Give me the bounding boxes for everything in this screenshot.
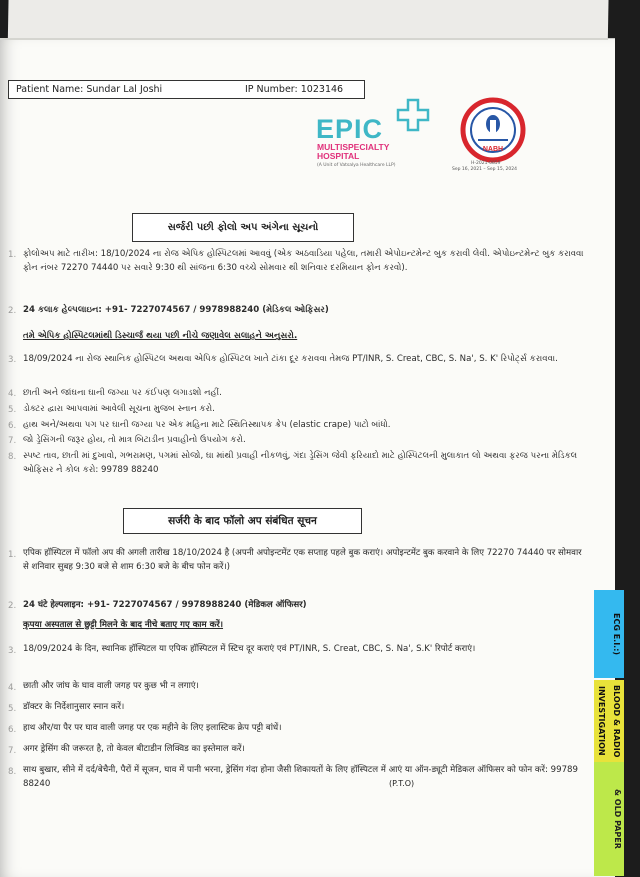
file-tab-ecg: ECG E.I.:): [594, 590, 624, 678]
gujarati-item-6: હાથ અને/અથવા પગ પર ઘાની જગ્યા પર એક મહિના માટે સ્થિતિસ્થાપક ક્રેપ (elastic crape) પાટો બાંધો.: [23, 420, 391, 430]
nabh-label: NABH: [482, 146, 504, 153]
logo-line1: MULTISPECIALTY: [317, 142, 390, 152]
list-number: 7.: [8, 746, 17, 756]
page-edge: [0, 38, 608, 40]
gujarati-item-7: જો ડ્રેસિંગની જરૂર હોય, તો માત્ર બિટાડીન પ્રવાહીનો ઉપયોગ કરો.: [23, 435, 246, 445]
hindi-item-1: एपिक हॉस्पिटल में फॉलो अप की अगली तारीख 18/10/2024 है (अपनी अपोइन्टमेंट एक सप्ताह पहले बुक कराएं। अपोइन्टमेंट बुक करवाने के लिए 72270 74440 पर सोमवार से शनिवार सुबह 9:30 बजे से शाम 6:30 बजे के बीच फोन करें।): [23, 548, 582, 572]
gujarati-item-1: ફોલોઅપ માટે તારીખ: 18/10/2024 ના રોજ એપિક હોસ્પિટલમાં આવવું (એક અઠવાડિયા પહેલા, તમારી એપોઇન્ટમેન્ટ બુક કરાવી લેવી. એપોઇન્ટમેન્ટ બુક કરાવવા ફોન નંબર 72270 74440 પર સવારે 9:30 થી સાંજના 6:30 વચ્ચે સોમવાર થી શનિવાર દરમિયાન ફોન કરવો).: [23, 249, 584, 273]
list-number: 4.: [8, 389, 17, 399]
list-number: 5.: [8, 704, 17, 714]
list-number: 6.: [8, 421, 17, 431]
logo-cross-icon: [396, 98, 430, 132]
ip-number: IP Number: 1023146: [245, 84, 344, 95]
hospital-logo: [316, 98, 426, 176]
gujarati-item-8: સ્પષ્ટ તાવ, છાતી માં દુખાવો, ગભરામણ, પગમાં સોજો, ઘા માંથી પ્રવાહી નીકળવું, ગંદા ડ્રેસિંગ જેવી ફરિયાદો માટે હોસ્પિટલની મુલાકાત લો અથવા ફરજ પરના મેડિકલ ઓફિસર ને કોલ કરો: 99789 88240: [23, 451, 578, 475]
gujarati-item-3: 18/09/2024 ના રોજ સ્થાનિક હોસ્પિટલ અથવા એપિક હોસ્પિટલ ખાતે ટાંકા દૂર કરાવવા તેમજ PT/INR, S. Creat, CBC, S. Na', S. K' રિપોર્ટ્સ કરાવવા.: [23, 354, 558, 364]
list-number: 7.: [8, 436, 17, 446]
file-tab-old-paper: & OLD PAPER: [594, 762, 624, 876]
hindi-item-8: साथ बुखार, सीने में दर्द/बेचैनी, पैरों में सूजन, घाव में पानी भरना, ड्रेसिंग गंदा होना जैसी शिकायतों के लिए हॉस्पिटल में आएं या ऑन-ड्यूटी मेडिकल ऑफिसर को फोन करें: 99789 88240: [23, 765, 578, 789]
list-number: 8.: [8, 767, 17, 777]
page-turn-note: (P.T.O): [389, 779, 415, 788]
list-number: 1.: [8, 250, 17, 260]
hindi-item-6: हाथ और/या पैर पर घाव वाली जगह पर एक महीने के लिए इलास्टिक क्रेप पट्टी बांधें।: [23, 723, 282, 733]
list-number: 2.: [8, 306, 17, 316]
logo-brand: EPIC: [316, 114, 384, 144]
gujarati-instructions-heading: તમે એપિક હોસ્પિટલમાંથી ડિસ્ચાર્જ થયા પછી નીચે જણાવેલ સલાહને અનુસરો.: [23, 331, 298, 341]
logo-unit: (A Unit of Vatsalya Healthcare LLP): [317, 163, 396, 168]
list-number: 4.: [8, 683, 17, 693]
nabh-validity: Sep 16, 2021 – Sep 15, 2024: [452, 167, 518, 172]
gujarati-item-5: ડોક્ટર દ્વારા આપવામાં આવેલી સૂચના મુજબ સ્નાન કરો.: [23, 404, 215, 414]
hindi-item-2: 24 घंटे हेल्पलाइन: +91- 7227074567 / 9978988240 (मेडिकल ऑफिसर): [23, 600, 307, 610]
list-number: 3.: [8, 355, 17, 365]
list-number: 2.: [8, 601, 17, 611]
logo-line2: HOSPITAL: [317, 151, 360, 161]
list-number: 1.: [8, 550, 17, 560]
nabh-id: H-2021-0859: [471, 161, 501, 166]
hindi-item-5: डॉक्टर के निर्देशानुसार स्नान करें।: [23, 702, 125, 712]
patient-info-box: [8, 80, 365, 99]
gujarati-item-2: 24 કલાક હેલ્પલાઇન: +91- 7227074567 / 9978988240 (મેડિકલ ઓફિસર): [23, 305, 329, 315]
gujarati-item-4: છાતી અને જાંઘના ઘાની જગ્યા પર કંઈપણ લગાડશો નહીં.: [23, 388, 222, 398]
hindi-item-4: छाती और जांघ के घाव वाली जगह पर कुछ भी न लगाएं।: [23, 681, 199, 691]
file-tab-investigation: BLOOD & RADIO INVESTIGATION: [594, 680, 624, 762]
hindi-item-3: 18/09/2024 के दिन, स्थानिक हॉस्पिटल या एपिक हॉस्पिटल में स्टिच दूर कराएं एवं PT/INR, S. Creat, CBC, S. Na', S.K' रिपोर्ट कराएं।: [23, 644, 476, 654]
list-number: 8.: [8, 452, 17, 462]
list-number: 6.: [8, 725, 17, 735]
hindi-section-title: सर्जरी के बाद फॉलो अप संबंधित सूचन: [123, 508, 362, 534]
list-number: 5.: [8, 405, 17, 415]
list-number: 3.: [8, 646, 17, 656]
hindi-item-7: अगर ड्रेसिंग की जरूरत है, तो केवल बीटाडीन लिक्विड का इस्तेमाल करें।: [23, 744, 245, 754]
patient-name: Patient Name: Sundar Lal Joshi: [16, 84, 163, 95]
nabh-seal-icon: [454, 96, 532, 168]
hindi-instructions-heading: कृपया अस्पताल से छुट्टी मिलने के बाद नीचे बताए गए काम करें।: [23, 620, 224, 630]
gujarati-section-title: સર્જરી પછી ફોલો અપ અંગેના સૂચનો: [132, 213, 354, 242]
